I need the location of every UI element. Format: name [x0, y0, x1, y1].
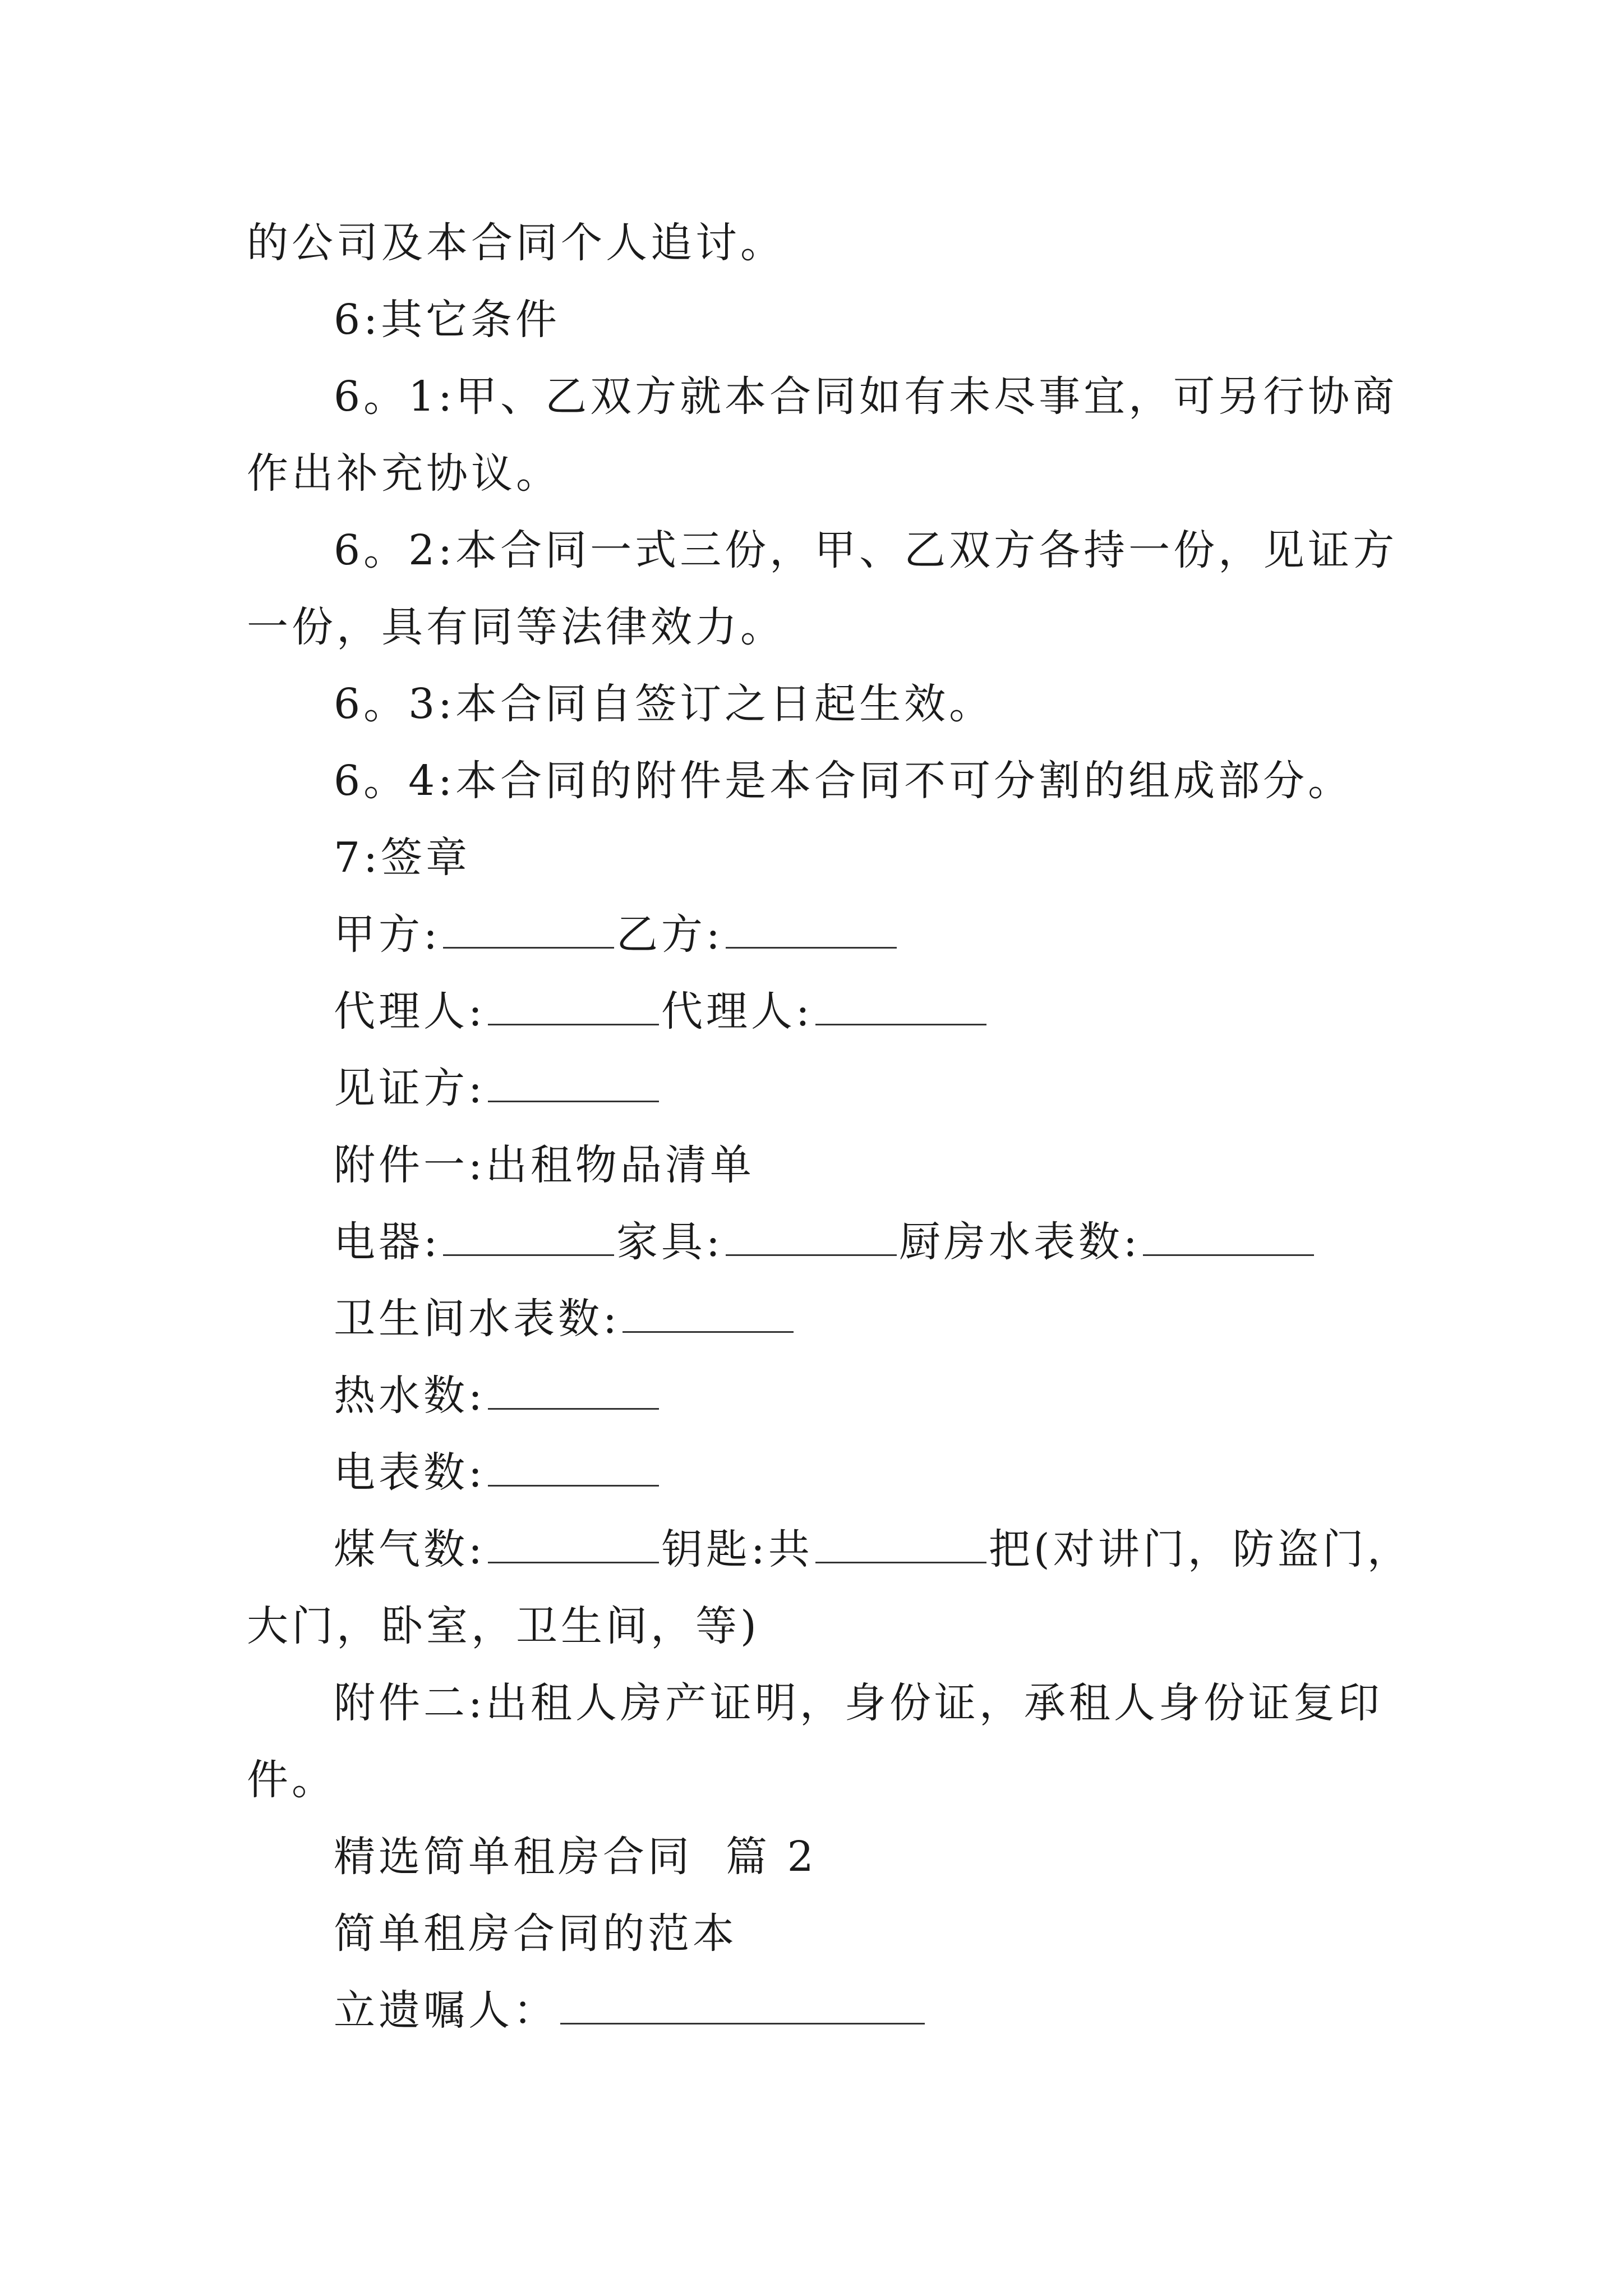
next-section-heading: 精选简单租房合同 篇 2: [334, 1833, 817, 1881]
hot-water-blank: [488, 1374, 659, 1410]
electric-meter-line: [247, 1434, 1391, 1511]
clause-6-1-line1: 6。1:甲、乙双方就本合同如有未尽事宜，可另行协商: [334, 372, 1398, 421]
testator-blank: [560, 1989, 925, 2024]
clause-6-4: 6。4:本合同的附件是本合同不可分割的组成部分。: [334, 757, 1353, 805]
kitchen-water-blank: [1143, 1221, 1314, 1256]
appendix-2-line2: 件。: [247, 1756, 336, 1804]
appendix-2-line1: 附件二:出租人房产证明，身份证，承租人身份证复印: [334, 1679, 1383, 1727]
clause-6-2-line1: 6。2:本合同一式三份，甲、乙双方各持一份，见证方: [334, 526, 1398, 574]
appliances-blank: [443, 1221, 614, 1256]
signature-party-line: [247, 896, 1391, 973]
keys-line-2: 大门，卧室，卫生间，等): [247, 1602, 760, 1650]
keys-blank: [815, 1528, 986, 1563]
party-b-blank: [726, 913, 897, 949]
party-a-blank: [443, 913, 614, 949]
bathroom-water-blank: [623, 1297, 794, 1333]
hot-water-line: [247, 1358, 1391, 1434]
keys-prefix: 钥匙:共: [661, 1525, 813, 1573]
appendix-1-title: 附件一:出租物品清单: [334, 1141, 755, 1189]
next-section-subtitle: 简单租房合同的范本: [334, 1910, 737, 1958]
clause-6-1-line2: 作出补充协议。: [247, 449, 561, 498]
signature-witness-line: [247, 1050, 1391, 1127]
section-6-heading: 6:其它条件: [334, 296, 561, 344]
agent-a-label: 代理人:: [334, 987, 486, 1036]
testator-label: 立遗嘱人：: [334, 1986, 558, 2035]
section-7-heading: 7:签章: [334, 834, 471, 882]
keys-suffix: 把(对讲门，防盗门，: [988, 1525, 1412, 1573]
paragraph-continuation: 的公司及本合同个人追讨。: [247, 219, 785, 267]
appendix-1-items-line: [247, 1204, 1391, 1281]
hot-water-label: 热水数:: [334, 1372, 486, 1420]
agent-a-blank: [488, 990, 659, 1025]
gas-blank: [488, 1528, 659, 1563]
gas-label: 煤气数:: [334, 1525, 486, 1573]
bathroom-water-line: [247, 1281, 1391, 1358]
bathroom-water-label: 卫生间水表数:: [334, 1295, 620, 1343]
electric-blank: [488, 1451, 659, 1487]
document-body: [247, 205, 1412, 2049]
agent-b-label: 代理人:: [661, 987, 813, 1036]
clause-6-2-line2: 一份，具有同等法律效力。: [247, 603, 785, 651]
furniture-label: 家具:: [616, 1218, 723, 1266]
witness-label: 见证方:: [334, 1064, 486, 1112]
party-a-label: 甲方:: [334, 910, 441, 959]
furniture-blank: [726, 1221, 897, 1256]
signature-agent-line: [247, 973, 1391, 1050]
kitchen-water-label: 厨房水表数:: [898, 1218, 1141, 1266]
gas-keys-line: [247, 1511, 1412, 1588]
appliances-label: 电器:: [334, 1218, 441, 1266]
electric-label: 电表数:: [334, 1448, 486, 1497]
witness-blank: [488, 1067, 659, 1102]
testator-line: [247, 1972, 1391, 2049]
agent-b-blank: [815, 990, 986, 1025]
clause-6-3: 6。3:本合同自签订之日起生效。: [334, 680, 994, 728]
party-b-label: 乙方:: [616, 910, 723, 959]
